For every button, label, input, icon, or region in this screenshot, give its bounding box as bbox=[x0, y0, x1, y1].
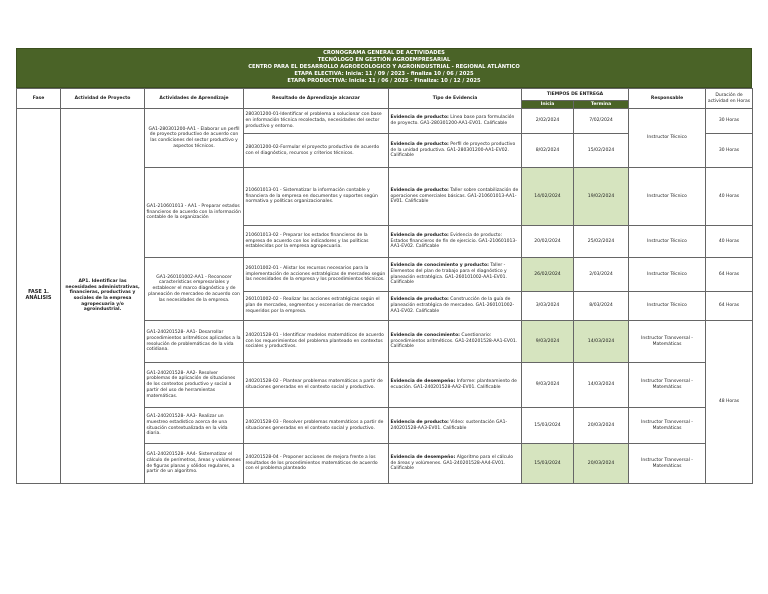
responsable-cell: Instructor Técnico bbox=[629, 168, 706, 226]
resultado-cell: 280301200-02-Formular el proyecto productivo de acuerdo con el diagnóstico, recursos y criterios técnicos. bbox=[244, 134, 389, 168]
evidencia-cell bbox=[389, 258, 522, 292]
responsable-cell: Instructor Técnico bbox=[629, 109, 706, 168]
evidencia-text: Taller - Elementos del plan de trabajo para el diagnóstico y planeación estratégica. GA1-260101002-AA1-EV01. Calificable bbox=[390, 263, 507, 286]
horas-cell: 64 Horas bbox=[706, 292, 753, 321]
inicia-cell: 2/02/2024 bbox=[522, 109, 574, 134]
resultado-cell: 240201528-01 - Identificar modelos matemáticos de acuerdo con los requerimientos del problema planteado en contextos sociales y productivos. bbox=[244, 321, 389, 363]
actividad-proyecto-cell: AP1. Identificar las necesidades administrativas, financieras, productivas y sociales de la empresa agropecuaria y/o agroindustrial. bbox=[61, 109, 145, 484]
inicia-cell: 20/02/2024 bbox=[522, 226, 574, 258]
evidencia-type: Evidencia de producto: bbox=[390, 297, 449, 303]
header-termina: Termina bbox=[574, 101, 629, 109]
resultado-cell: 260101002-02 - Realizar las acciones estratégicas según el plan de mercadeo, segmentos y escenarios de mercados requeridos por la empresa. bbox=[244, 292, 389, 321]
termina-cell: 8/03/2024 bbox=[574, 292, 629, 321]
evidencia-text: Taller sobre contabilización de operaciones comerciales básicas. GA1-210601013-AA1-EV01. Calificable bbox=[390, 187, 519, 205]
termina-cell: 7/02/2024 bbox=[574, 109, 629, 134]
termina-cell: 14/03/2024 bbox=[574, 363, 629, 408]
title-banner bbox=[16, 48, 752, 88]
evidencia-text: Algoritmo para el cálculo de áreas y volúmenes. GA1-240201528-AA4-EV01. Calificable bbox=[390, 454, 513, 472]
horas-cell: 48 Horas bbox=[706, 321, 753, 484]
evidencia-cell bbox=[389, 408, 522, 444]
resultado-cell: 280301200-01-Identificar el problema a solucionar con base en información técnica recolectada, necesidades del sector productivo y entorno. bbox=[244, 109, 389, 134]
banner-line: TECNÓLOGO EN GESTIÓN AGROEMPRESARIAL bbox=[317, 57, 451, 64]
resultado-cell: 240201528-04 - Proponer acciones de mejora frente a los resultados de los procedimientos matemáticos de acuerdo con el problema planteado bbox=[244, 444, 389, 484]
aprendizaje-cell: GA1-240201528- AA3- Realizar un muestreo estadístico acerca de una situación contextualizada en la vida diaria. bbox=[145, 408, 244, 444]
inicia-cell: 9/03/2024 bbox=[522, 321, 574, 363]
evidencia-text: Construcción de la guía de planeación estratégica de mercadeo. GA1-260101002-AA1-EV02. Calificable bbox=[390, 297, 515, 314]
banner-line: ETAPA PRODUCTIVA: Inicia: 11 / 06 / 2025 - Finaliza: 10 / 12 / 2025 bbox=[287, 78, 481, 85]
evidencia-type: Evidencia de producto: bbox=[390, 419, 449, 425]
inicia-cell: 8/02/2024 bbox=[522, 134, 574, 168]
evidencia-text: Video: sustentación GA1-240201528-AA3-EV01. Calificable bbox=[390, 419, 508, 431]
termina-cell: 25/02/2024 bbox=[574, 226, 629, 258]
evidencia-type: Evidencia de conocimiento: bbox=[390, 332, 460, 338]
horas-cell: 40 Horas bbox=[706, 226, 753, 258]
evidencia-cell bbox=[389, 363, 522, 408]
resultado-cell: 240201528-03 - Resolver problemas matemáticos a partir de situaciones generadas en el contexto social y productivo. bbox=[244, 408, 389, 444]
header-resultado: Resultado de Aprendizaje alcanzar bbox=[244, 89, 389, 109]
horas-cell: 30 Horas bbox=[706, 109, 753, 134]
evidencia-text: Cuestionario: procedimientos aritméticos. GA1-240201528-AA1-EV01. Calificable bbox=[390, 332, 518, 350]
banner-line: CENTRO PARA EL DESARROLLO AGROECOLOGICO Y AGROINDUSTRIAL - REGIONAL ATLÁNTICO bbox=[248, 64, 520, 71]
inicia-cell: 14/02/2024 bbox=[522, 168, 574, 226]
horas-cell: 30 Horas bbox=[706, 134, 753, 168]
termina-cell: 15/02/2024 bbox=[574, 134, 629, 168]
evidencia-text: Informe: planteamiento de ecuación. GA1-240201528-AA2-EV01. Calificable bbox=[390, 379, 517, 390]
fase-cell: FASE 1. ANÁLISIS bbox=[17, 109, 61, 484]
header-tipo-evidencia: Tipo de Evidencia bbox=[389, 89, 522, 109]
evidencia-cell bbox=[389, 444, 522, 484]
inicia-cell: 9/03/2024 bbox=[522, 363, 574, 408]
horas-cell: 64 Horas bbox=[706, 258, 753, 292]
evidencia-text: Evidencia de producto: Estados financieros de fin de ejercicio. GA1-210601013-AA1-EV02. Calificable bbox=[390, 232, 517, 250]
aprendizaje-cell: GA1-240201528- AA1- Desarrollar procedimientos aritméticos aplicados a la resolución de problemáticas de la vida cotidiana. bbox=[145, 321, 244, 363]
banner-line: CRONOGRAMA GENERAL DE ACTIVIDADES bbox=[323, 50, 445, 56]
evidencia-text: Línea base para formulación de proyecto. GA1-280301200-AA1-EV01. Calificable bbox=[390, 115, 515, 126]
evidencia-type: Evidencia de producto: bbox=[390, 232, 449, 238]
header-fase: Fase bbox=[17, 89, 61, 109]
responsable-cell: Instructor Transversal - Matemáticas bbox=[629, 408, 706, 444]
evidencia-type: Evidencia de producto: bbox=[390, 187, 449, 193]
resultado-cell: 210601013-01 - Sistematizar la información contable y financiera de la empresa en documentos y soportes según normativa y políticas organizacionales. bbox=[244, 168, 389, 226]
aprendizaje-cell: GA1-260101002-AA1 - Reconocer características empresariales y establecer el marco diagnóstico y de planeación de mercadeo de acuerdo con las necesidades de la empresa. bbox=[145, 258, 244, 321]
termina-cell: 19/02/2024 bbox=[574, 168, 629, 226]
inicia-cell: 3/03/2024 bbox=[522, 292, 574, 321]
responsable-cell: Instructor Transversal - Matemáticas bbox=[629, 363, 706, 408]
responsable-cell: Instructor Técnico bbox=[629, 226, 706, 258]
evidencia-type: Evidencia de conocimiento y producto: bbox=[390, 263, 489, 269]
header-actividades-aprendizaje: Actividades de Aprendizaje bbox=[145, 89, 244, 109]
resultado-cell: 210601013-02 - Preparar los estados financieros de la empresa de acuerdo con los indicadores y las políticas establecidas por la empresa agropecuaria. bbox=[244, 226, 389, 258]
evidencia-cell bbox=[389, 226, 522, 258]
termina-cell: 2/03/2024 bbox=[574, 258, 629, 292]
schedule-sheet bbox=[16, 48, 752, 484]
header-responsable: Responsable bbox=[629, 89, 706, 109]
inicia-cell: 15/03/2024 bbox=[522, 444, 574, 484]
aprendizaje-cell: GA1-240201528- AA4- Sistematizar el cálculo de perímetros, áreas y volúmenes de figuras planas y sólidos regulares, a partir de un algoritmo. bbox=[145, 444, 244, 484]
responsable-cell: Instructor Técnico bbox=[629, 258, 706, 292]
header-inicia: Inicia bbox=[522, 101, 574, 109]
aprendizaje-cell: GA1-210601013 - AA1 - Preparar estados financieros de acuerdo con la información contable de la organización bbox=[145, 168, 244, 258]
evidencia-cell bbox=[389, 134, 522, 168]
resultado-cell: 240201528-02 - Plantear problemas matemáticos a partir de situaciones generadas en el contexto social y productivo. bbox=[244, 363, 389, 408]
header-actividad-proyecto: Actividad de Proyecto bbox=[61, 89, 145, 109]
evidencia-type: Evidencia de desempeño: bbox=[390, 454, 456, 460]
evidencia-type: Evidencia de desempeño: bbox=[390, 379, 456, 385]
banner-line: ETAPA ELECTIVA: Inicia: 11 / 09 / 2023 - finaliza 10 / 06 / 2025 bbox=[294, 71, 474, 78]
responsable-cell: Instructor Transversal - Matemáticas bbox=[629, 321, 706, 363]
evidencia-cell bbox=[389, 321, 522, 363]
termina-cell: 20/03/2024 bbox=[574, 444, 629, 484]
aprendizaje-cell: GA1-240201528- AA2- Resolver problemas de aplicación de situaciones de los contextos productivo y social a partir del uso de herramientas matemáticas. bbox=[145, 363, 244, 408]
header-tiempos: TIEMPOS DE ENTREGA bbox=[522, 89, 629, 101]
responsable-cell: Instructor Técnico bbox=[629, 292, 706, 321]
inicia-cell: 26/02/2024 bbox=[522, 258, 574, 292]
evidencia-cell bbox=[389, 109, 522, 134]
responsable-cell: Instructor Transversal - Matemáticas bbox=[629, 444, 706, 484]
termina-cell: 20/03/2024 bbox=[574, 408, 629, 444]
schedule-table bbox=[16, 88, 753, 484]
evidencia-text: Perfil de proyecto productivo de la unidad productiva. GA1-280301200-AA1-EV02. Calificable bbox=[390, 141, 516, 159]
evidencia-type: Evidencia de producto: bbox=[390, 115, 449, 121]
resultado-cell: 260101002-01 - Alistar los recursos necesarios para la implementación de acciones estratégicas de mercadeo según las necesidades de la empresa y los procedimientos técnicos. bbox=[244, 258, 389, 292]
evidencia-type: Evidencia de producto: bbox=[390, 141, 449, 147]
aprendizaje-cell: GA1-280301200-AA1 - Elaborar un perfil de proyecto productivo de acuerdo con las condiciones del sector productivo y aspectos técnicos. bbox=[145, 109, 244, 168]
evidencia-cell bbox=[389, 168, 522, 226]
horas-cell: 40 Horas bbox=[706, 168, 753, 226]
inicia-cell: 15/03/2024 bbox=[522, 408, 574, 444]
termina-cell: 14/03/2024 bbox=[574, 321, 629, 363]
evidencia-cell bbox=[389, 292, 522, 321]
header-duracion: Duración de actividad en Horas bbox=[706, 89, 753, 109]
